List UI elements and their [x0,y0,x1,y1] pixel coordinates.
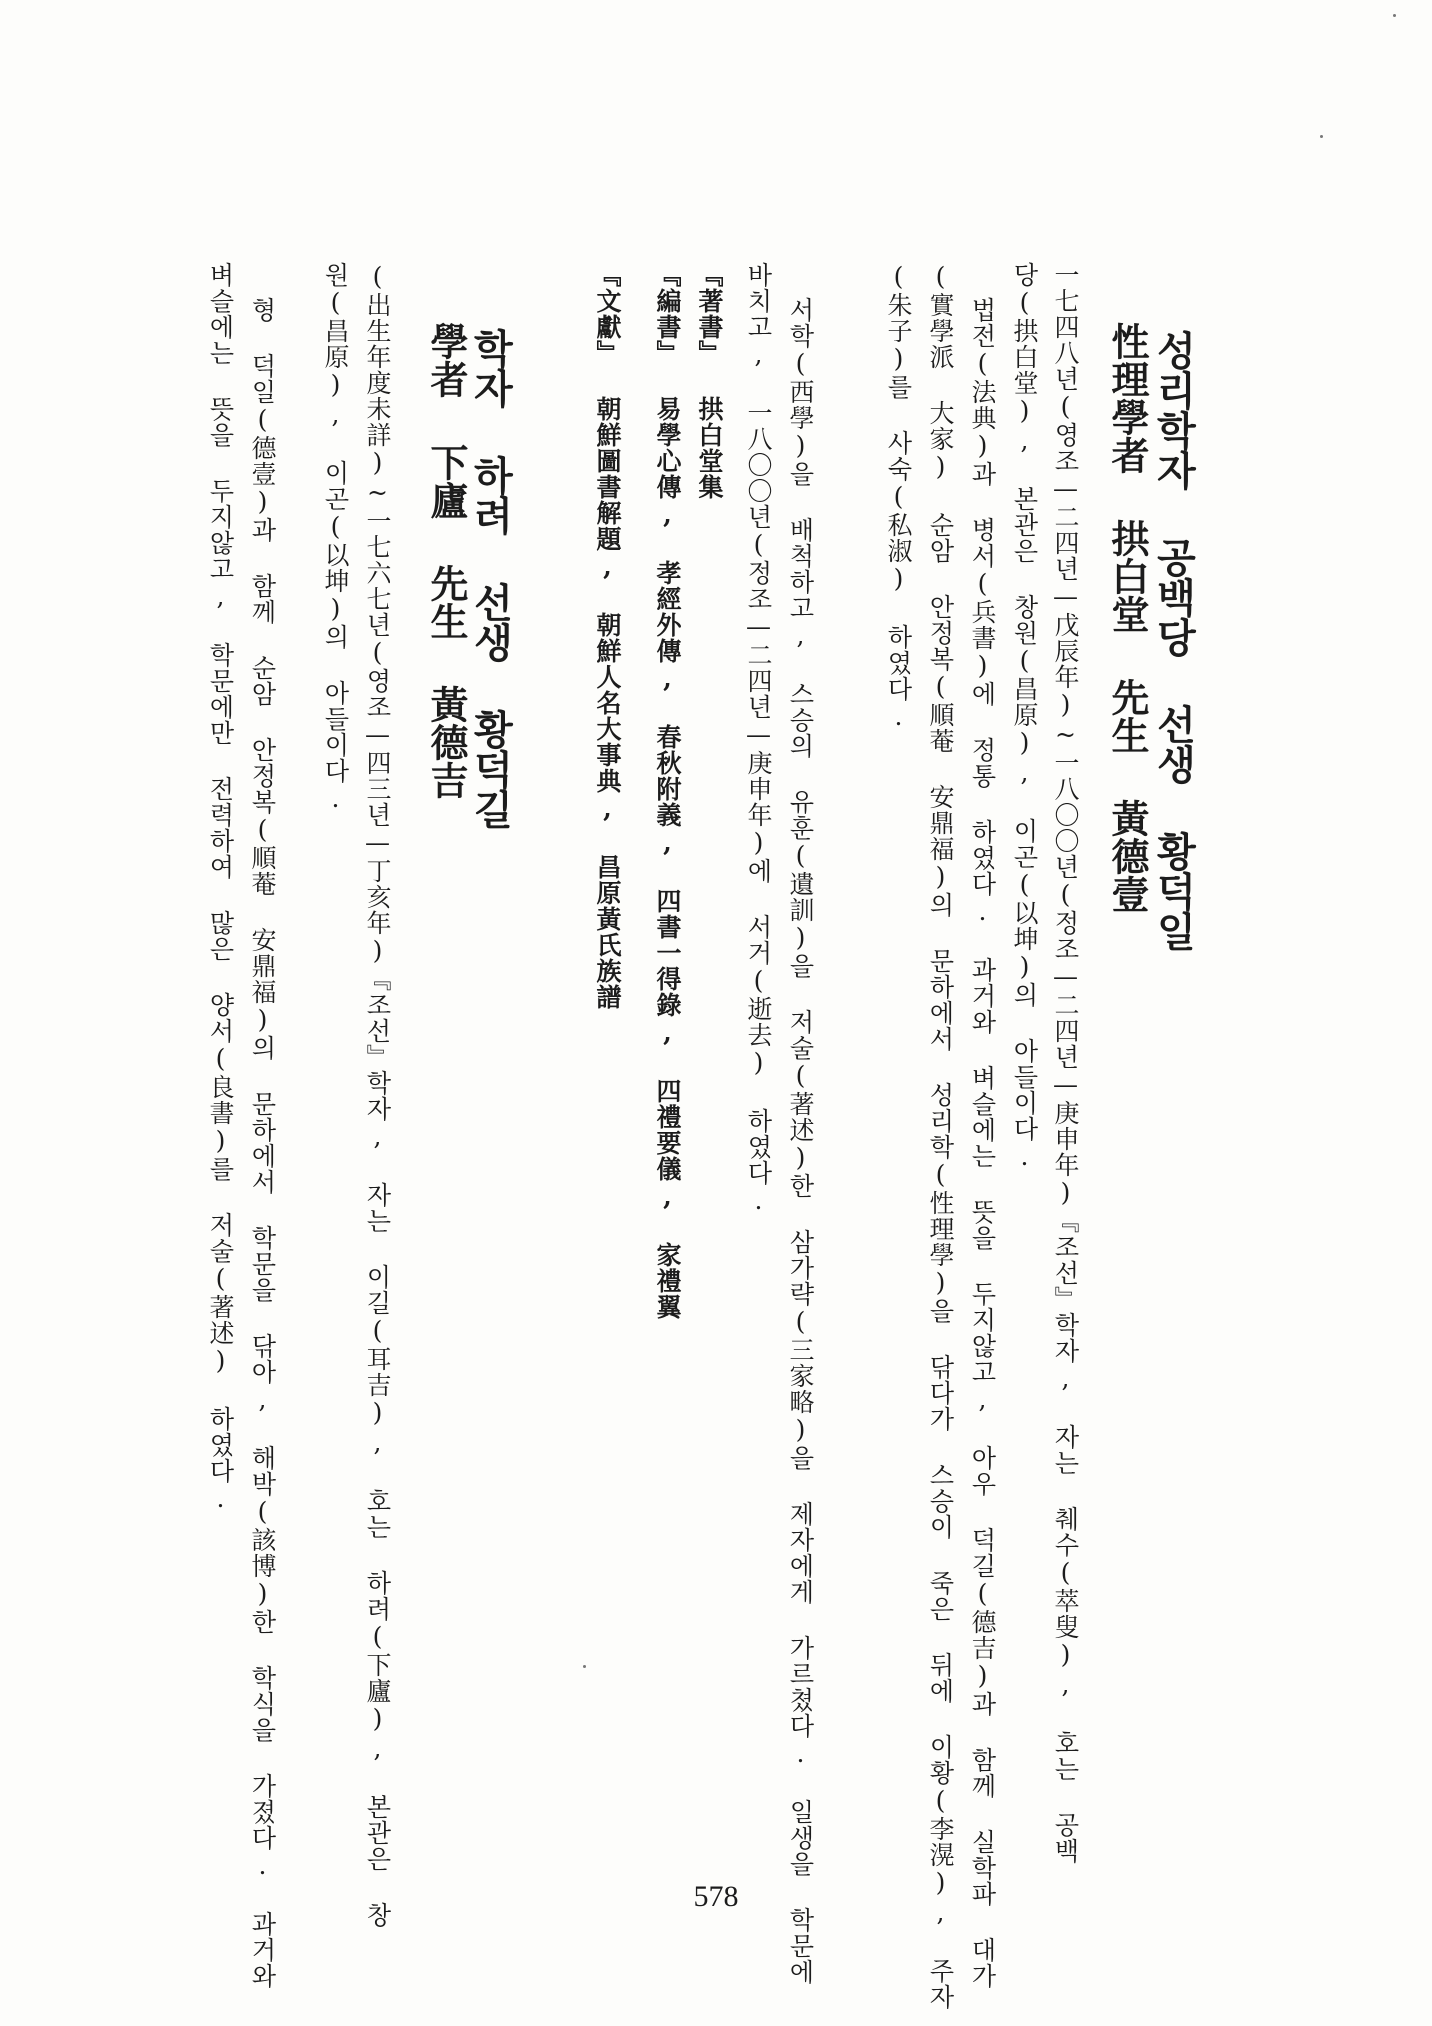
entry1-line-4: (實學派 大家) 순암 안정복(順菴 安鼎福)의 문하에서 성리학(性理學)을 닦다가 스승이 죽은 뒤에 이황(李滉), 주자 [926,262,955,2010]
entry2-title-hanja: 學者 下廬 先生 黃德吉 [424,322,469,799]
entry1-title-hanja: 性理學者 拱白堂 先生 黃德壹 [1105,322,1150,913]
entry2-line-2: 원(昌原), 이곤(以坤)의 아들이다. [321,262,350,814]
entry1-ref-literature: 『文獻』 朝鮮圖書解題, 朝鮮人名大事典, 昌原黃氏族譜 [593,262,622,1010]
entry1-line-1: 一七四八년(영조—二四년—戊辰年)~一八〇〇년(정조—二四년—庚申年)『조선』학자, 자는 췌수(萃叟), 호는 공백 [1051,262,1080,1864]
entry1-line-5: (朱子)를 사숙(私淑) 하였다. [884,262,913,732]
entry1-title-hangul: 성리학자 공백당 선생 황덕일 [1150,330,1197,951]
page-number: 578 [693,1880,739,1913]
scan-speck [1393,14,1396,17]
entry1-line-3: 법전(法典)과 병서(兵書)에 정통 하였다. 과거와 벼슬에는 뜻을 두지않고, 아우 덕길(德吉)과 함께 실학파 대가 [968,297,997,1989]
entry2-line-1: (出生年度未詳)~一七六七년(영조—四三년—丁亥年)『조선』학자, 자는 이길(耳吉), 호는 하려(下廬), 본관은 창 [363,262,392,1928]
entry1-line-7: 바치고, 一八〇〇년(정조—二四년—庚申年)에 서거(逝去) 하였다. [744,262,773,1216]
scan-speck [1320,135,1323,138]
entry1-line-6: 서학(西學)을 배척하고, 스승의 유훈(遺訓)을 저술(著述)한 삼가략(三家略)을 제자에게 가르쳤다. 일생을 학문에 [786,297,815,1985]
scan-speck [583,1665,586,1668]
entry1-ref-compiled: 『編書』 易學心傳, 孝經外傳, 春秋附義, 四書一得錄, 四禮要儀, 家禮翼 [653,262,682,1320]
entry2-line-3: 형 덕일(德壹)과 함께 순암 안정복(順菴 安鼎福)의 문하에서 학문을 닦아, 해박(該博)한 학식을 가졌다. 과거와 [248,297,277,1989]
entry2-title-hangul: 학자 하려 선생 황덕길 [467,328,514,829]
entry2-line-4: 벼슬에는 뜻을 두지않고, 학문에만 전력하여 많은 양서(良書)를 저술(著述) 하였다. [206,262,235,1514]
entry1-line-2: 당(拱白堂), 본관은 창원(昌原), 이곤(以坤)의 아들이다. [1010,262,1039,1172]
entry1-ref-books: 『著書』 拱白堂集 [695,262,724,500]
